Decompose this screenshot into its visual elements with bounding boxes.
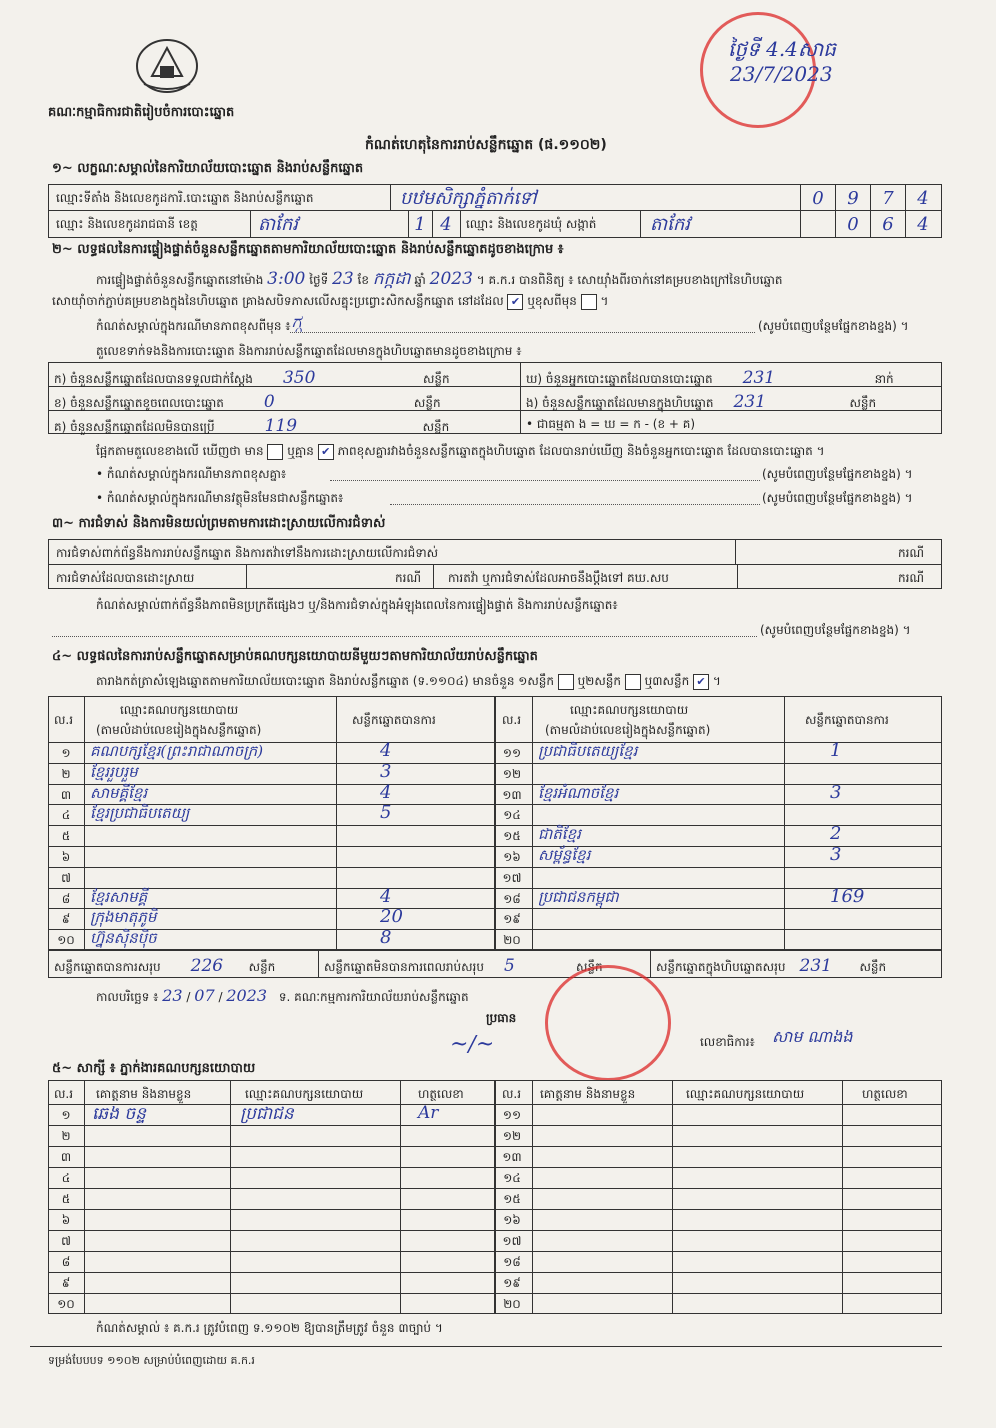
commune-value: តាកែវ — [650, 214, 690, 235]
votes-row-party: សម្ព័ន្ធខ្មែរ — [538, 846, 591, 864]
objection-resolved: ការជំទាស់ដែលបានដោះស្រាយ — [56, 571, 195, 585]
witness-col-party-right: ឈ្មោះគណបក្សនយោបាយ — [686, 1087, 805, 1101]
different-checkbox[interactable] — [581, 294, 597, 310]
votes-row-party: ខ្មែរអំណាចខ្មែរ — [538, 783, 619, 802]
location-code-1: 0 — [812, 188, 824, 209]
secretary-label: លេខាធិការ៖ — [700, 1035, 755, 1049]
votes-row-no: ១០ — [57, 933, 75, 948]
witness-row-no: ២០ — [503, 1297, 521, 1311]
votes-row-party: គណបក្សខ្មែរ(ព្រះរាជាណាចក្រ) — [90, 742, 264, 760]
votes-row-votes: 3 — [830, 844, 842, 865]
votes-row-votes: 4 — [380, 740, 392, 761]
votes-col-votes-left: សន្លឹកឆ្នោតបានការ — [352, 713, 436, 727]
commune-label: ឈ្មោះ និងលេខកូដឃុំ សង្កាត់ — [466, 217, 597, 231]
witness-row-no: ១ — [61, 1108, 71, 1122]
votes-row-no: ៤ — [61, 808, 71, 823]
votes-row-no: ១៧ — [502, 870, 522, 885]
count-b: ខ) ចំនួនសន្លឹកឆ្នោតខូចពេលបោះឆ្នោត 0 សន្លឹក — [54, 392, 441, 412]
witness-row-no: ១៥ — [503, 1192, 521, 1206]
location-code-3: 7 — [882, 188, 894, 209]
votes-row-votes: 4 — [380, 781, 392, 803]
votes-col-party-left: ឈ្មោះគណបក្សនយោបាយ — [120, 703, 239, 717]
witness-row-no: ១៦ — [503, 1213, 521, 1227]
total-invalid: សន្លឹកឆ្នោតមិនបានការពេលរាប់សរុប 5 សន្លឹក — [324, 956, 603, 976]
votes-row-votes: 3 — [830, 781, 842, 803]
footnote: កំណត់សម្គាល់ ៖ គ.ក.រ ត្រូវបំពេញ ទ.១១០២ ឱ្យបានត្រឹមត្រូវ ចំនួន ៣ច្បាប់ ។ — [96, 1321, 443, 1335]
objection-row1: ការជំទាស់ពាក់ព័ន្ធនឹងការរាប់សន្លឹកឆ្នោត និងការតវ៉ាទៅនឹងការដោះស្រាយលើការជំទាស់ — [56, 546, 439, 560]
witness-row-no: ៤ — [61, 1171, 71, 1185]
count-formula: • ជាធម្មតា ង = ឃ = ក - (ខ + គ) — [526, 417, 696, 431]
section2-title: ២~ លទ្ធផលនៃការផ្ទៀងផ្ទាត់ចំនួនសន្លឹកឆ្នោតតាមការិយាល័យបោះឆ្នោត និងរាប់សន្លឹកឆ្នោតដូចខាងក្រោម ៖ — [52, 242, 564, 257]
verify-time: 3:00 — [267, 269, 306, 289]
section1-title: ១~ លក្ខណៈសម្គាល់នៃការិយាល័យបោះឆ្នោត និងរាប់សន្លឹកឆ្នោត — [52, 161, 364, 176]
nec-emblem-icon — [132, 36, 202, 96]
section3-title: ៣~ ការជំទាស់ និងការមិនយល់ព្រមតាមការដោះស្រាយលើការជំទាស់ — [52, 516, 386, 531]
form-footer: ទម្រង់បែបបទ ១១០២ សម្រាប់បំពេញដោយ គ.ក.រ — [48, 1354, 255, 1367]
difference-note-label: កំណត់សម្គាល់ក្នុងករណីមានភាពខុសពីមុន ៖ — [96, 319, 291, 333]
location-label: ឈ្មោះទីតាំង និងលេខកូដការិ.បោះឆ្នោត និងរាប់សន្លឹកឆ្នោត — [56, 191, 314, 205]
counts-intro: តួលេខទាក់ទងនិងការបោះឆ្នោត និងការរាប់សន្លឹកឆ្នោតដែលមានក្នុងហិបឆ្នោតមានដូចខាងក្រោម ៖ — [96, 344, 522, 358]
witness-row-no: ១៧ — [502, 1234, 522, 1248]
location-value: បឋមសិក្សាភ្នំតាក់ទៅ — [400, 188, 537, 209]
total-box: សន្លឹកឆ្នោតក្នុងហិបឆ្នោតសរុប 231 សន្លឹក — [656, 956, 887, 976]
votes-row-votes: 2 — [830, 823, 842, 845]
witness-col-name-right: គោត្តនាម និងនាមខ្លួន — [540, 1087, 636, 1101]
province-label: ឈ្មោះ និងលេខកូដរាជធានី ខេត្ត — [56, 217, 198, 231]
secretary-name: សាម ណាងង — [772, 1027, 853, 1046]
objection-appeal-case: ករណី — [898, 571, 925, 585]
bullet-difference-suffix: (សូមបំពេញបន្ថែមផ្នែកខាងខ្នង) ។ — [762, 467, 913, 481]
votes-row-no: ៨ — [61, 891, 71, 906]
objection-row1-case: ករណី — [898, 546, 925, 560]
province-value: តាកែវ — [258, 214, 298, 235]
difference-note-value: ಗ್ಗ — [292, 312, 303, 332]
votes-row-votes: 4 — [380, 885, 392, 907]
count-d: ឃ) ចំនួនអ្នកបោះឆ្នោតដែលបានបោះឆ្នោត 231 នាក់ — [526, 368, 894, 388]
witness-row-name: ឆេង ចន្ទ — [92, 1104, 146, 1124]
verify-year: 2023 — [429, 269, 473, 289]
witness-row-party: ប្រជាជន — [240, 1104, 294, 1124]
verify-day: 23 — [332, 269, 354, 289]
witness-row-no: ១៩ — [503, 1276, 521, 1290]
witness-col-sign-right: ហត្ថលេខា — [862, 1087, 908, 1101]
witness-row-no: ១៤ — [503, 1171, 521, 1185]
stamp-note-line2: 23/7/2023 — [730, 62, 833, 86]
count-a: ក) ចំនួនសន្លឹកឆ្នោតដែលបានទទួលជាក់ស្តែង 350 សន្លឹក — [54, 368, 450, 388]
objection-appeal: ការតវ៉ា ឬការជំទាស់ដែលអាចនឹងប្តឹងទៅ គឃ.សប — [448, 571, 669, 585]
votes-row-votes: 169 — [830, 885, 865, 907]
votes-row-party: សាមគ្គីខ្មែរ — [90, 783, 148, 802]
votes-row-votes: 3 — [380, 760, 392, 782]
votes-row-no: ៧ — [61, 870, 71, 885]
witness-col-sign-left: ហត្ថលេខា — [418, 1087, 464, 1101]
objection-resolved-case: ករណី — [395, 571, 422, 585]
section4-title: ៤~ លទ្ធផលនៃការរាប់សន្លឹកឆ្នោតសម្រាប់គណបក្សនយោបាយនីមួយៗតាមការិយាល័យរាប់សន្លឹកឆ្នោត — [52, 649, 538, 664]
stamp-note-line1: ថ្ងៃទី 4.4សាធ — [728, 37, 836, 61]
witness-row-no: ៥ — [61, 1192, 71, 1206]
witness-row-no: ២ — [61, 1129, 71, 1143]
votes-row-no: ៦ — [61, 850, 71, 864]
location-code-2: 9 — [847, 188, 859, 209]
difference-note-suffix: (សូមបំពេញបន្ថែមផ្នែកខាងខ្នង) ។ — [758, 319, 909, 333]
witness-row-no: ៧ — [61, 1234, 71, 1248]
witness-row-no: ១៣ — [502, 1150, 522, 1164]
witness-row-no: ៨ — [61, 1255, 71, 1269]
votes-row-no: ១ — [61, 746, 71, 760]
total-valid: សន្លឹកឆ្នោតបានការសរុប 226 សន្លឹក — [54, 956, 276, 976]
votes-col-no-right: ល.រ — [502, 713, 522, 727]
votes-row-party: ខ្មែររួបរួម — [90, 762, 138, 781]
verify-line1: ការផ្ទៀងផ្ទាត់ចំនួនសន្លឹកឆ្នោតនៅម៉ោង 3:00 ថ្ងៃទី 23 ខែ កក្កដា ឆ្នាំ 2023 ។ គ.ក.រ បានពិនិត្យ ៖ សោយ៉ាំងពីរចាក់នៅគម្របខាងក្រៅនៃហិបឆ្នោត — [96, 269, 783, 289]
two-sheet-checkbox[interactable] — [625, 674, 641, 690]
witness-row-no: ៦ — [61, 1213, 71, 1227]
votes-row-votes: 20 — [380, 906, 403, 928]
commune-code-2: 6 — [882, 214, 894, 235]
count-e: ង) ចំនួនសន្លឹកឆ្នោតដែលមានក្នុងហិបឆ្នោត 231 សន្លឹក — [526, 392, 877, 412]
votes-row-no: ៥ — [61, 829, 71, 844]
commune-code-1: 0 — [847, 214, 859, 235]
votes-col-party-right: ឈ្មោះគណបក្សនយោបាយ — [570, 703, 689, 717]
votes-row-votes: 8 — [380, 927, 392, 949]
votes-row-no: ១២ — [502, 766, 522, 781]
votes-row-no: ២ — [61, 766, 71, 781]
form-title: កំណត់ហេតុនៃការរាប់សន្លឹកឆ្នោត (ផ.១១០២) — [365, 137, 607, 153]
bullet-difference: • កំណត់សម្គាល់ក្នុងករណីមានភាពខុសគ្នា៖ — [96, 467, 287, 481]
votes-row-no: ១៨ — [503, 891, 521, 906]
votes-row-votes: 5 — [380, 802, 392, 824]
votes-row-no: ៣ — [60, 787, 72, 802]
tally-intro: តារាងកត់ត្រាសំឡេងឆ្នោតតាមការិយាល័យបោះឆ្នោត និងរាប់សន្លឹកឆ្នោត (ទ.១១០៤) មានចំនួន ១សន្លឹក ឬ២សន្លឹក ឬ៣សន្លឹក ✔ ។ — [96, 674, 721, 688]
votes-row-no: ២០ — [503, 933, 521, 948]
votes-row-no: ១៦ — [503, 850, 521, 864]
org-name: គណៈកម្មាធិការជាតិរៀបចំការបោះឆ្នោត — [48, 105, 235, 120]
witness-row-no: ៩ — [61, 1276, 71, 1290]
bullet-foreign-object: • កំណត់សម្គាល់ក្នុងករណីមានវត្ថុមិនមែនជាសន្លឹកឆ្នោត៖ — [96, 491, 344, 505]
votes-row-party: ប្រជាធិបតេយ្យខ្មែរ — [538, 742, 638, 760]
votes-row-party: ក្រុងមាតុភូមិ — [90, 908, 157, 927]
compare-line: ផ្អែកតាមតួលេខខាងលើ ឃើញថា មាន ឬគ្មាន ✔ ភាពខុសគ្នារវាងចំនួនសន្លឹកឆ្នោតក្នុងហិបឆ្នោត ដែលបានរាប់ឃើញ និងចំនួនអ្នកបោះឆ្នោត ដែលបានបោះឆ្នោត ។ — [96, 444, 825, 458]
signing-date: កាលបរិច្ឆេទ ៖ 23 / 07 / 2023 ទ. គណៈកម្មការការិយាល័យរាប់សន្លឹកឆ្នោត — [96, 986, 469, 1005]
votes-row-party: ប្រជាជនកម្ពុជា — [538, 887, 619, 906]
votes-row-no: ៩ — [61, 912, 71, 927]
witness-col-no-left: ល.រ — [54, 1087, 74, 1101]
votes-row-votes: 1 — [830, 740, 842, 761]
same-checkbox[interactable]: ✔ — [507, 294, 523, 310]
votes-col-no-left: ល.រ — [54, 713, 74, 727]
chair-signature: ~∕~ — [450, 1032, 495, 1057]
votes-row-no: ១៩ — [503, 912, 521, 927]
one-sheet-checkbox[interactable] — [558, 674, 574, 690]
votes-row-party: ហ្វ៊ុនស៊ិនប៉ិច — [90, 929, 157, 948]
committee-stamp — [545, 965, 671, 1081]
verify-month: កក្កដា — [372, 269, 411, 289]
irregularity-note: កំណត់សម្គាល់ពាក់ព័ន្ធនឹងភាពមិនប្រក្រតីផ្សេងៗ ឬ/និងការជំទាស់ក្នុងអំឡុងពេលនៃការផ្ទៀងផ្ទាត់ និងការរាប់សន្លឹកឆ្នោត៖ — [96, 598, 618, 612]
votes-row-no: ១៥ — [503, 829, 521, 844]
witness-row-sign: Ar — [418, 1103, 439, 1123]
witness-row-no: ១១ — [502, 1108, 522, 1122]
section5-title: ៥~ សាក្សី ៖ ភ្នាក់ងារគណបក្សនយោបាយ — [52, 1061, 256, 1076]
votes-col-party-sub-right: (តាមលំដាប់លេខរៀងក្នុងសន្លឹកឆ្នោត) — [545, 723, 711, 737]
has-difference-checkbox[interactable] — [267, 444, 283, 460]
commune-code-3: 4 — [917, 214, 929, 235]
witness-row-no: ៣ — [60, 1150, 72, 1164]
votes-row-no: ១៣ — [502, 787, 522, 802]
votes-col-votes-right: សន្លឹកឆ្នោតបានការ — [805, 713, 889, 727]
votes-row-party: ខ្មែរសាមគ្គី — [90, 887, 148, 906]
province-code-2: 4 — [440, 214, 452, 235]
votes-row-no: ១៤ — [503, 808, 521, 823]
votes-col-party-sub-left: (តាមលំដាប់លេខរៀងក្នុងសន្លឹកឆ្នោត) — [96, 723, 262, 737]
chair-label: ប្រធាន — [486, 1011, 517, 1025]
witness-col-name-left: គោត្តនាម និងនាមខ្លួន — [96, 1087, 192, 1101]
count-c: គ) ចំនួនសន្លឹកឆ្នោតដែលមិនបានប្រើ 119 សន្លឹក — [54, 416, 450, 436]
three-sheet-checkbox[interactable]: ✔ — [693, 674, 709, 690]
location-code-4: 4 — [917, 188, 929, 209]
verify-line2: សោយ៉ាំចាក់ភ្ជាប់គម្របខាងក្នុងនៃហិបឆ្នោត គ្រាងសបិទភាសលើសគ្នុះប្រព្វោះសិកសន្លឹកឆ្នោត នៅដដែល ✔ ឬខុសពីមុន ។ — [52, 294, 609, 308]
votes-row-no: ១១ — [502, 746, 522, 760]
witness-row-no: ១០ — [57, 1297, 75, 1311]
no-difference-checkbox[interactable]: ✔ — [318, 444, 334, 460]
witness-col-no-right: ល.រ — [502, 1087, 522, 1101]
bullet-foreign-suffix: (សូមបំពេញបន្ថែមផ្នែកខាងខ្នង) ។ — [762, 491, 913, 505]
irregularity-suffix: (សូមបំពេញបន្ថែមផ្នែកខាងខ្នង) ។ — [760, 623, 911, 637]
province-code-1: 1 — [414, 214, 426, 235]
witness-row-no: ១២ — [502, 1129, 522, 1143]
witness-col-party-left: ឈ្មោះគណបក្សនយោបាយ — [245, 1087, 364, 1101]
votes-row-party: ខ្មែរប្រជាធិបតេយ្យ — [90, 804, 190, 823]
votes-row-party: ជាតិខ្មែរ — [538, 825, 581, 844]
witness-row-no: ១៨ — [503, 1255, 521, 1269]
